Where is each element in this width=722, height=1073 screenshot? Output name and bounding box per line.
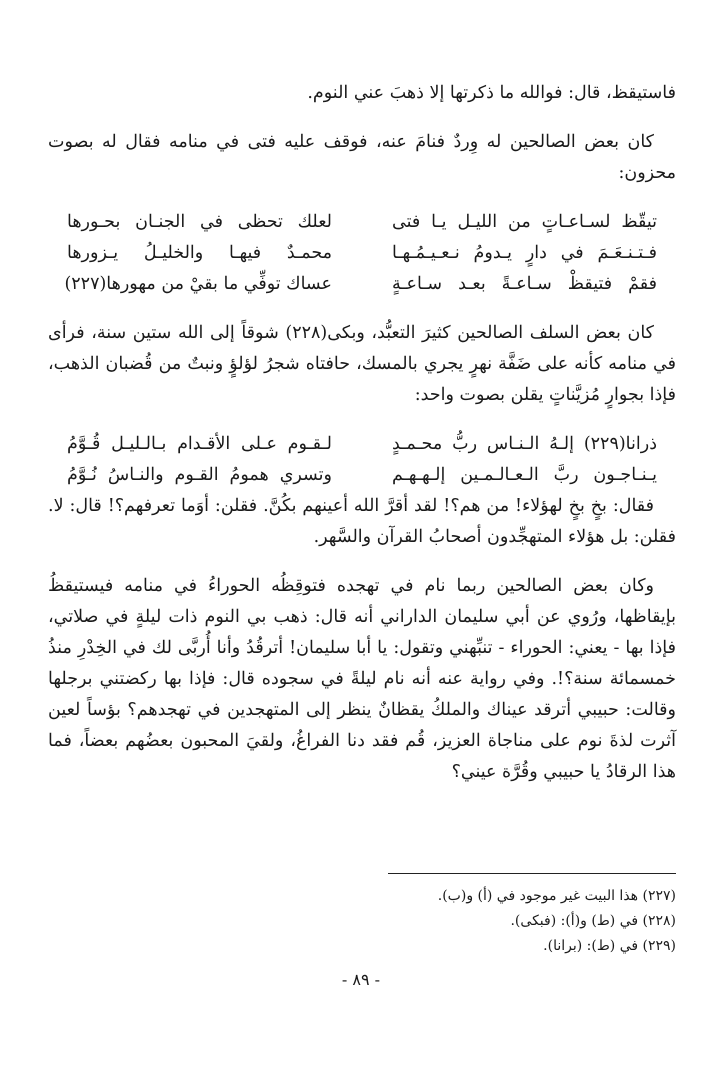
spacer [48,411,676,429]
page-body [48,78,676,788]
verse-right-hemistich: فقمْ فتيقظْ سـاعـةً بعـد سـاعـةٍ [392,274,657,294]
paragraph-dialogue: فقال: بخٍ بخٍ لهؤلاء! من هم؟! لقد أقرَّ الله أعينهم بكُنَّ. فقلن: أوَما تعرفهم؟! قال: لا. فقلن: بل هؤلاء المتهجِّدون أصحابُ القرآن والسَّهر. [48,496,676,547]
spacer [48,189,676,207]
footnote-229: (٢٢٩) في (ط): (برانا). [543,938,676,954]
verse-right-hemistich: تيقّظ لسـاعـاتٍ من الليـل يـا فتى [392,212,657,232]
page-number: - ٨٩ - [341,970,381,989]
poem-verse [64,269,657,300]
paragraph-salaf-dream: كان بعض السلف الصالحين كثيرَ التعبُّد، وبكى(٢٢٨) شوقاً إلى الله ستين سنة، فرأى في منامه كأنه على ضَفَّة نهرٍ يجري بالمسك، حافتاه شجرُ لؤلؤٍ ونبتٌ من قُضبان الذهب، فإذا بجوارٍ مُزيَّناتٍ يقلن بصوت واحد: [48,323,676,405]
spacer [48,109,676,127]
spacer [48,300,676,318]
paragraph-sleeper-intro: كان بعض الصالحين له وِردٌ فنامَ عنه، فوقف عليه فتى في منامه فقال له بصوت محزون: [48,132,676,183]
paragraph-darani: وكان بعض الصالحين ربما نام في تهجده فتوقِظُه الحوراءُ في منامه فيستيقظُ بإيقاظها، ورُوي عن أبي سليمان الداراني أنه قال: ذهب بي النوم ذات ليلةٍ في صلاتي، فإذا بها - يعني: الحوراء - تنبِّهني وتقول: يا أبا سليمان! أترقُدُ وأنا أُربَّى لك في الخِدْرِ منذُ خمسمائة سنة؟!. وفي رواية عنه أنه نام ليلةً في سجوده قال: فإذا بها ركضتني برجلها وقالت: حبيبي أترقد عيناك والملكُ يقظانٌ ينظر إلى المتهجدين في تهجدهم؟ بؤساً لعين آثرت لذةَ نوم على مناجاة العزيز، قُم فقد دنا الفراغُ، ولقيَ المحبون بعضُهم بعضاً، فما هذا الرقادُ يا حبيبي وقُرَّة عيني؟ [48,576,676,782]
poem-second [67,429,657,491]
footnote-227: (٢٢٧) هذا البيت غير موجود في (أ) و(ب). [437,888,676,904]
verse-left-hemistich: لـقـوم عـلى الأقـدام بـالـليـل قُـوَّمُ [67,434,332,454]
spacer [48,553,676,571]
footnotes [200,884,676,959]
footnote-divider [388,873,676,874]
poem-first [64,207,657,300]
poem-verse [67,460,657,491]
verse-left-hemistich: لعلك تحظى في الجنـان بحـورها [67,212,332,232]
poem-verse [67,238,657,269]
verse-left-hemistich: وتسري همومُ القـوم والنـاسُ نُـوَّمُ [67,465,332,485]
poem-verse [67,207,657,238]
verse-right-hemistich: يـنـاجـون ربَّ الـعـالـمـين إلـهـهـم [392,465,657,485]
verse-left-hemistich: عساك توفِّي ما بقيْ من مهورها(٢٢٧) [64,274,332,294]
footnote-228: (٢٢٨) في (ط) و(أ): (فبكى). [510,913,676,929]
verse-right-hemistich: فـتـنـعَـمَ في دارٍ يـدومُ نـعـيـمُـهـا [392,243,657,263]
paragraph-opening: فاستيقظ، قال: فوالله ما ذكرتها إلا ذهبَ عني النوم. [307,83,676,103]
verse-right-hemistich: ذرانا(٢٢٩) إلـهُ الـنـاس ربُّ محـمـدٍ [392,434,657,454]
verse-left-hemistich: محمـدٌ فيهـا والخليـلُ يـزورها [67,243,332,263]
poem-verse [67,429,657,460]
